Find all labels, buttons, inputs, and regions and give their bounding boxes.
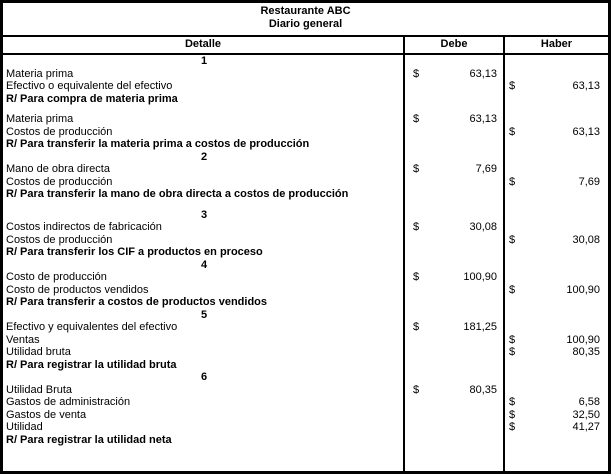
currency-symbol: $	[413, 163, 420, 175]
detail-cell: Costos de producción	[6, 125, 113, 138]
column-header-row	[3, 37, 608, 55]
detail-cell: 3	[200, 208, 208, 221]
detail-cell: R/ Para transferir a costos de productos vendidos	[6, 296, 268, 308]
entry-note-row	[3, 138, 608, 151]
detail-cell: Materia prima	[6, 67, 74, 80]
debit-amount: 30,08	[469, 221, 497, 233]
title-box	[3, 3, 608, 37]
debit-cell	[405, 68, 505, 81]
currency-symbol: $	[509, 346, 516, 358]
debit-cell	[405, 221, 505, 234]
debit-cell	[405, 80, 505, 93]
credit-cell	[505, 259, 608, 272]
credit-cell	[505, 55, 608, 68]
currency-symbol: $	[413, 321, 420, 333]
entry-note-row	[3, 188, 608, 201]
detail-cell: Gastos de administración	[6, 396, 131, 408]
blank-row	[3, 105, 608, 113]
credit-amount: 63,13	[572, 80, 600, 92]
credit-cell	[505, 246, 608, 259]
credit-cell	[505, 271, 608, 284]
credit-cell	[505, 163, 608, 176]
credit-cell	[505, 234, 608, 247]
currency-symbol: $	[509, 175, 516, 188]
detail-cell: R/ Para transferir la materia prima a costos de producción	[6, 138, 310, 150]
account-row	[3, 271, 608, 284]
detail-cell: Utilidad Bruta	[6, 383, 73, 396]
detail-cell: 6	[200, 371, 208, 383]
credit-cell	[505, 359, 608, 372]
currency-symbol: $	[413, 113, 420, 125]
entry-number-row	[3, 151, 608, 164]
debit-cell	[405, 151, 505, 164]
credit-cell	[505, 421, 608, 434]
currency-symbol: $	[509, 408, 516, 421]
detail-cell: Costos de producción	[6, 175, 113, 188]
detail-cell: Utilidad	[6, 421, 43, 433]
credit-amount: 6,58	[578, 396, 600, 408]
debit-cell	[405, 284, 505, 297]
document-title: Diario general	[268, 18, 343, 30]
entry-note-row	[3, 93, 608, 106]
credit-cell	[505, 371, 608, 384]
debit-cell	[405, 209, 505, 222]
account-row	[3, 384, 608, 397]
detail-cell: Costo de productos vendidos	[6, 283, 149, 296]
detail-cell: Materia prima	[6, 113, 74, 125]
credit-amount: 30,08	[572, 233, 600, 246]
entry-number-row	[3, 259, 608, 272]
account-row	[3, 321, 608, 334]
debit-cell	[405, 246, 505, 259]
credit-cell	[505, 321, 608, 334]
currency-symbol: $	[509, 396, 516, 408]
currency-symbol: $	[509, 283, 516, 296]
detail-cell: Costo de producción	[6, 271, 107, 283]
detail-cell: R/ Para compra de materia prima	[6, 92, 178, 105]
account-row	[3, 163, 608, 176]
debit-amount: 7,69	[475, 163, 497, 175]
credit-amount: 7,69	[578, 175, 600, 188]
currency-symbol: $	[413, 271, 420, 283]
entry-number-row	[3, 55, 608, 68]
entry-note-row	[3, 434, 608, 447]
credit-amount: 80,35	[572, 346, 600, 358]
debit-cell	[405, 346, 505, 359]
credit-cell	[505, 396, 608, 409]
credit-amount: 41,27	[572, 421, 600, 433]
debit-cell	[405, 396, 505, 409]
account-row	[3, 176, 608, 189]
currency-symbol: $	[509, 233, 516, 246]
credit-cell	[505, 126, 608, 139]
debit-cell	[405, 296, 505, 309]
credit-cell	[505, 93, 608, 106]
credit-cell	[505, 68, 608, 81]
debit-amount: 181,25	[463, 321, 497, 333]
entry-note-row	[3, 296, 608, 309]
debit-cell	[405, 113, 505, 126]
debit-cell	[405, 384, 505, 397]
column-divider-haber	[503, 55, 505, 471]
account-row	[3, 234, 608, 247]
detail-cell: 2	[200, 150, 208, 163]
account-row	[3, 396, 608, 409]
column-divider-debe	[403, 55, 405, 471]
debit-cell	[405, 163, 505, 176]
debit-cell	[405, 126, 505, 139]
debit-cell	[405, 309, 505, 322]
currency-symbol: $	[413, 221, 420, 233]
account-row	[3, 221, 608, 234]
detail-cell: R/ Para registrar la utilidad bruta	[6, 358, 177, 371]
account-row	[3, 68, 608, 81]
detail-cell: Ventas	[6, 333, 40, 346]
credit-cell	[505, 309, 608, 322]
detail-cell: R/ Para transferir la mano de obra directa a costos de producción	[6, 188, 349, 200]
detail-cell: Efectivo y equivalentes del efectivo	[6, 321, 178, 333]
detail-cell: R/ Para registrar la utilidad neta	[6, 433, 172, 446]
credit-cell	[505, 434, 608, 447]
currency-symbol: $	[413, 67, 420, 80]
entry-note-row	[3, 246, 608, 259]
debit-cell	[405, 259, 505, 272]
entry-number-row	[3, 371, 608, 384]
credit-amount: 32,50	[572, 408, 600, 421]
detail-cell: Mano de obra directa	[6, 163, 110, 175]
credit-cell	[505, 138, 608, 151]
entry-number-row	[3, 209, 608, 222]
debit-cell	[405, 359, 505, 372]
detail-cell: R/ Para transferir los CIF a productos en proceso	[6, 246, 263, 258]
account-row	[3, 421, 608, 434]
debit-cell	[405, 271, 505, 284]
credit-amount: 100,90	[566, 283, 600, 296]
debit-cell	[405, 188, 505, 201]
detail-cell: Costos indirectos de fabricación	[6, 221, 162, 233]
detail-cell: Efectivo o equivalente del efectivo	[6, 80, 173, 92]
debit-amount: 63,13	[469, 67, 497, 80]
debit-amount: 100,90	[463, 271, 497, 283]
account-row	[3, 126, 608, 139]
detail-cell: Gastos de venta	[6, 408, 87, 421]
credit-cell	[505, 151, 608, 164]
account-row	[3, 80, 608, 93]
credit-cell	[505, 221, 608, 234]
credit-amount: 63,13	[572, 125, 600, 138]
entry-note-row	[3, 359, 608, 372]
debit-amount: 80,35	[469, 383, 497, 396]
debit-cell	[405, 176, 505, 189]
currency-symbol: $	[509, 125, 516, 138]
currency-symbol: $	[509, 80, 516, 92]
credit-cell	[505, 384, 608, 397]
account-row	[3, 409, 608, 422]
company-name: Restaurante ABC	[260, 5, 351, 17]
currency-symbol: $	[413, 383, 420, 396]
detail-cell: 4	[200, 258, 208, 271]
column-header-haber: Haber	[540, 38, 573, 50]
debit-cell	[405, 409, 505, 422]
column-header-debe: Debe	[405, 37, 505, 53]
credit-cell	[505, 176, 608, 189]
debit-cell	[405, 138, 505, 151]
account-row	[3, 284, 608, 297]
account-row	[3, 346, 608, 359]
credit-cell	[505, 80, 608, 93]
account-row	[3, 113, 608, 126]
debit-cell	[405, 234, 505, 247]
debit-amount: 63,13	[469, 113, 497, 125]
debit-cell	[405, 321, 505, 334]
credit-cell	[505, 409, 608, 422]
debit-cell	[405, 334, 505, 347]
entry-number-row	[3, 309, 608, 322]
debit-cell	[405, 434, 505, 447]
currency-symbol: $	[509, 421, 516, 433]
credit-amount: 100,90	[566, 333, 600, 346]
detail-cell: 1	[200, 55, 208, 67]
debit-cell	[405, 55, 505, 68]
credit-cell	[505, 296, 608, 309]
journal-body	[3, 55, 608, 471]
currency-symbol: $	[509, 333, 516, 346]
credit-cell	[505, 334, 608, 347]
credit-cell	[505, 188, 608, 201]
credit-cell	[505, 284, 608, 297]
credit-cell	[505, 346, 608, 359]
debit-cell	[405, 93, 505, 106]
column-header-detalle: Detalle	[3, 37, 405, 53]
debit-cell	[405, 421, 505, 434]
blank-row	[3, 201, 608, 209]
detail-cell: Utilidad bruta	[6, 346, 71, 358]
detail-cell: Costos de producción	[6, 233, 113, 246]
credit-cell	[505, 209, 608, 222]
account-row	[3, 334, 608, 347]
detail-cell: 5	[200, 308, 208, 321]
credit-cell	[505, 113, 608, 126]
debit-cell	[405, 371, 505, 384]
